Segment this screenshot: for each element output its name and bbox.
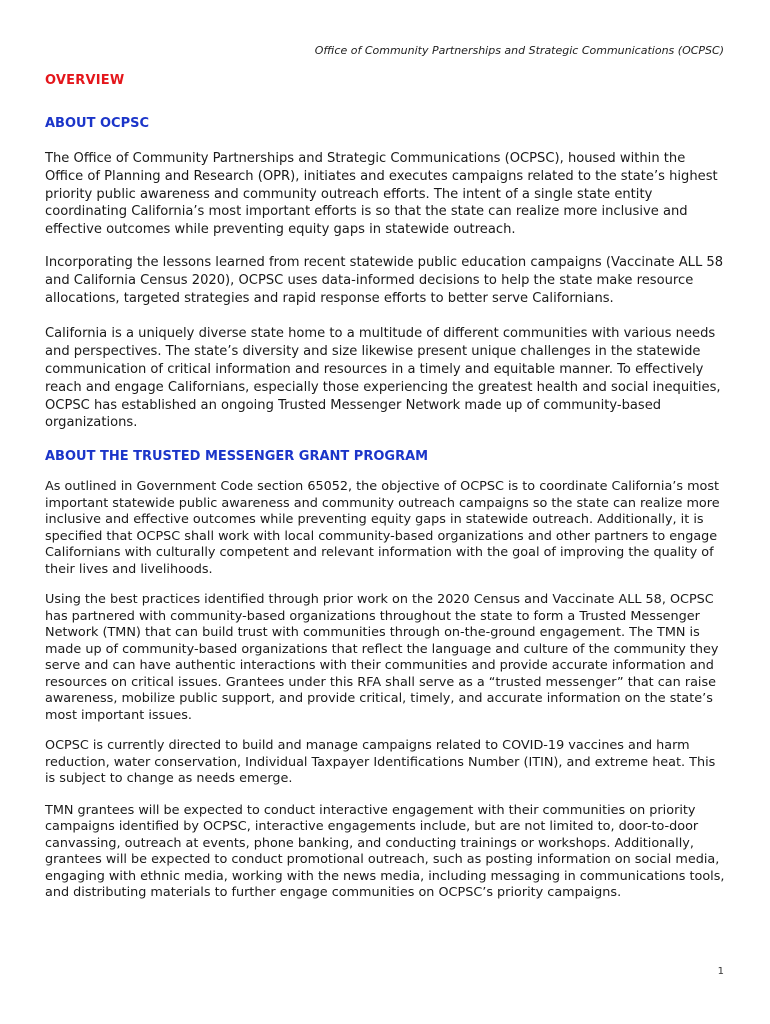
section-trusted-messenger-grant-program <box>45 448 727 902</box>
paragraph: As outlined in Government Code section 65052, the objective of OCPSC is to coordinate California’s most important statewide public awareness and community outreach campaigns so the state can realize more inclusive and effective outcomes while preventing equity gaps in statewide outreach. Additionally, it is specified that OCPSC shall work with local community-based organizations and other partners to engage Californians with culturally competent and relevant information with the goal of improving the quality of their lives and livelihoods. <box>45 479 720 577</box>
paragraph: Incorporating the lessons learned from recent statewide public education campaigns (Vaccinate ALL 58 and California Census 2020), OCPSC uses data-informed decisions to help the state make resource allocations, targeted strategies and rapid response efforts to better serve Californians. <box>45 254 724 306</box>
page-content <box>45 72 727 902</box>
page-number: 1 <box>717 966 724 977</box>
paragraph: Using the best practices identified through prior work on the 2020 Census and Vaccinate ALL 58, OCPSC has partnered with community-based organizations throughout the state to form a Trusted Messenger Network (TMN) that can build trust with communities through on-the-ground engagement. The TMN is made up of community-based organizations that reflect the language and culture of the community they serve and can have authentic interactions with their communities and provide accurate information and resources on critical issues. Grantees under this RFA shall serve as a “trusted messenger” that can raise awareness, mobilize public support, and provide critical, timely, and accurate information on the state’s most important issues. <box>45 592 719 723</box>
section-heading-about-ocpsc: ABOUT OCPSC <box>45 116 149 131</box>
section-about-ocpsc <box>45 115 727 432</box>
paragraph: TMN grantees will be expected to conduct interactive engagement with their communities on priority campaigns identified by OCPSC, interactive engagements include, but are not limited to, door-to-door canvassing, outreach at events, phone banking, and conducting trainings or workshops. Additionally, grantees will be expected to conduct promotional outreach, such as posting information on social media, engaging with ethnic media, working with the news media, including messaging in communications tools, and distributing materials to further engage communities on OCPSC’s priority campaigns. <box>45 802 725 901</box>
section-heading-trusted-messenger-grant-program: ABOUT THE TRUSTED MESSENGER GRANT PROGRAM <box>45 449 429 465</box>
paragraph: The Office of Community Partnerships and Strategic Communications (OCPSC), housed within the Office of Planning and Research (OPR), initiates and executes campaigns related to the state’s highest priority public awareness and community outreach efforts. The intent of a single state entity coordinating California’s most important efforts is so that the state can realize more inclusive and effective outcomes while preventing equity gaps in statewide outreach. <box>45 151 718 238</box>
page-title: OVERVIEW <box>45 73 125 88</box>
paragraph: OCPSC is currently directed to build and manage campaigns related to COVID-19 vaccines and harm reduction, water conservation, Individual Taxpayer Identifications Number (ITIN), and extreme heat. This is subject to change as needs emerge. <box>45 738 716 787</box>
paragraph: California is a uniquely diverse state home to a multitude of different communities with various needs and perspectives. The state’s diversity and size likewise present unique challenges in the statewide communication of critical information and resources in a timely and equitable manner. To effectively reach and engage Californians, especially those experiencing the greatest health and social inequities, OCPSC has established an ongoing Trusted Messenger Network made up of community-based organizations. <box>45 326 721 431</box>
running-header: Office of Community Partnerships and Strategic Communications (OCPSC) <box>314 44 724 57</box>
